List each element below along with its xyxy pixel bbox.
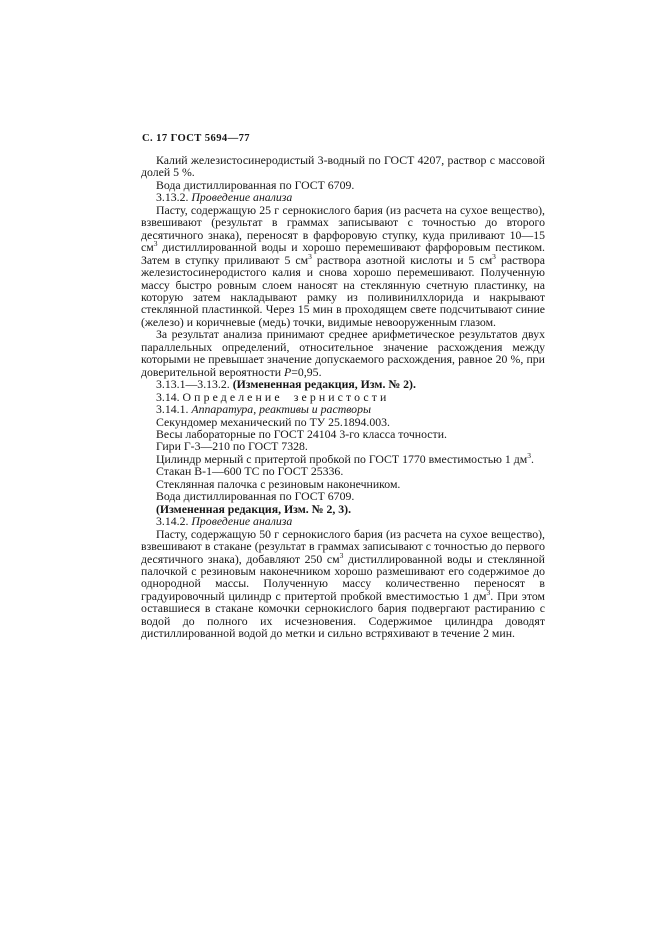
paragraph (141, 528, 545, 640)
text-run: . При этом оставшиеся в стакане комочки сернокислого бария подвергают растиранию с водой до полного их исчезновения. Содержимое цилиндра доводят дистиллированной водой до метки и сильно встряхивают в течение 2 мин. (141, 588, 545, 641)
text-run: раствора железистосинеродистого калия и снова хорошо перемешивают. Полученную массу быстро ровным слоем наносят на стеклянную счетную пластинку, на которую затем накладывают рамку из поливинилхлорида и накрывают стеклянной пластинкой. Через 15 мин в проходящем свете подсчитывают синие (железо) и коричневые (медь) точки, видимые невооруженным глазом. (141, 252, 545, 329)
text-run: Определение зернистости (182, 389, 390, 404)
text-run: Секундомер механический по ТУ 25.1894.003. (156, 414, 391, 429)
document-body (141, 154, 545, 640)
text-run: . (530, 451, 534, 466)
text-run: Вода дистиллированная по ГОСТ 6709. (156, 177, 355, 192)
text-run: Стеклянная палочка с резиновым наконечником. (156, 476, 401, 491)
text-run: Цилиндр мерный с притертой пробкой по ГОСТ 1770 вместимостью 1 дм (156, 451, 528, 466)
superscript-run: 3 (308, 251, 312, 261)
superscript-run: 3 (486, 587, 491, 597)
page-header: С. 17 ГОСТ 5694—77 (142, 133, 250, 144)
superscript-run: 3 (527, 450, 531, 460)
text-run: Калий железистосинеродистый 3-водный по ГОСТ 4207, раствор с массовой долей 5 %. (141, 153, 545, 180)
text-run: (Измененная редакция, Изм. № 2, 3). (156, 501, 352, 516)
text-run: Весы лабораторные по ГОСТ 24104 3-го класса точности. (156, 426, 447, 441)
text-run: (Измененная редакция, Изм. № 2). (232, 377, 416, 392)
superscript-run: 3 (153, 239, 158, 249)
text-run: За результат анализа принимают среднее арифметическое результатов двух параллельных определений, относительное значение расхождения между которыми не превышает значение допускаемого расхождения, равное 20 %, при доверительной вероятности (141, 327, 545, 379)
text-run: Проведение анализа (191, 190, 293, 205)
text-run: раствора азотной кислоты и 5 см (311, 252, 493, 267)
text-run: Р (284, 364, 292, 379)
text-run: дистиллированной воды и хорошо перемешивают фарфоровым пестиком. Затем в ступку приливают 5 см (141, 240, 545, 267)
text-run: Пасту, содержащую 50 г сернокислого бария (из расчета на сухое вещество), взвешивают в стакане (результат в граммах записывают с точностью до первого десятичного знака), добавляют 250 см (141, 526, 545, 566)
superscript-run: 3 (492, 251, 496, 261)
text-run: Проведение анализа (191, 514, 293, 529)
superscript-run: 3 (339, 550, 344, 560)
text-run: 3.14.1. (156, 402, 192, 417)
text-run: Вода дистиллированная по ГОСТ 6709. (156, 489, 355, 504)
text-run: 3.14.2. (156, 514, 192, 529)
text-run: Гири Г-3—210 по ГОСТ 7328. (156, 439, 308, 454)
text-run: дистиллированной воды и стеклянной палочкой с резиновым наконечником хорошо размешивают его содержимое до однородной массы. Полученную массу количественно переносят в градуировочный цилиндр с притертой пробкой вместимостью 1 дм (141, 551, 545, 603)
text-run: Аппаратура, реактивы и растворы (191, 402, 371, 417)
text-run: 3.13.2. (156, 190, 192, 205)
paragraph (141, 328, 545, 378)
text-run: 3.14. (156, 389, 183, 404)
text-run: Пасту, содержащую 25 г сернокислого бария (из расчета на сухое вещество), взвешивают (результат в граммах записывают с точностью до второго десятичного знака), переносят в фарфоровую ступку, куда приливают 10—15 см (141, 202, 545, 255)
text-run: 3.13.1—3.13.2. (156, 377, 233, 392)
paragraph (141, 154, 545, 179)
text-run: =0,95. (291, 364, 322, 379)
paragraph (141, 204, 545, 329)
text-run: Стакан В-1—600 ТС по ГОСТ 25336. (156, 464, 344, 479)
